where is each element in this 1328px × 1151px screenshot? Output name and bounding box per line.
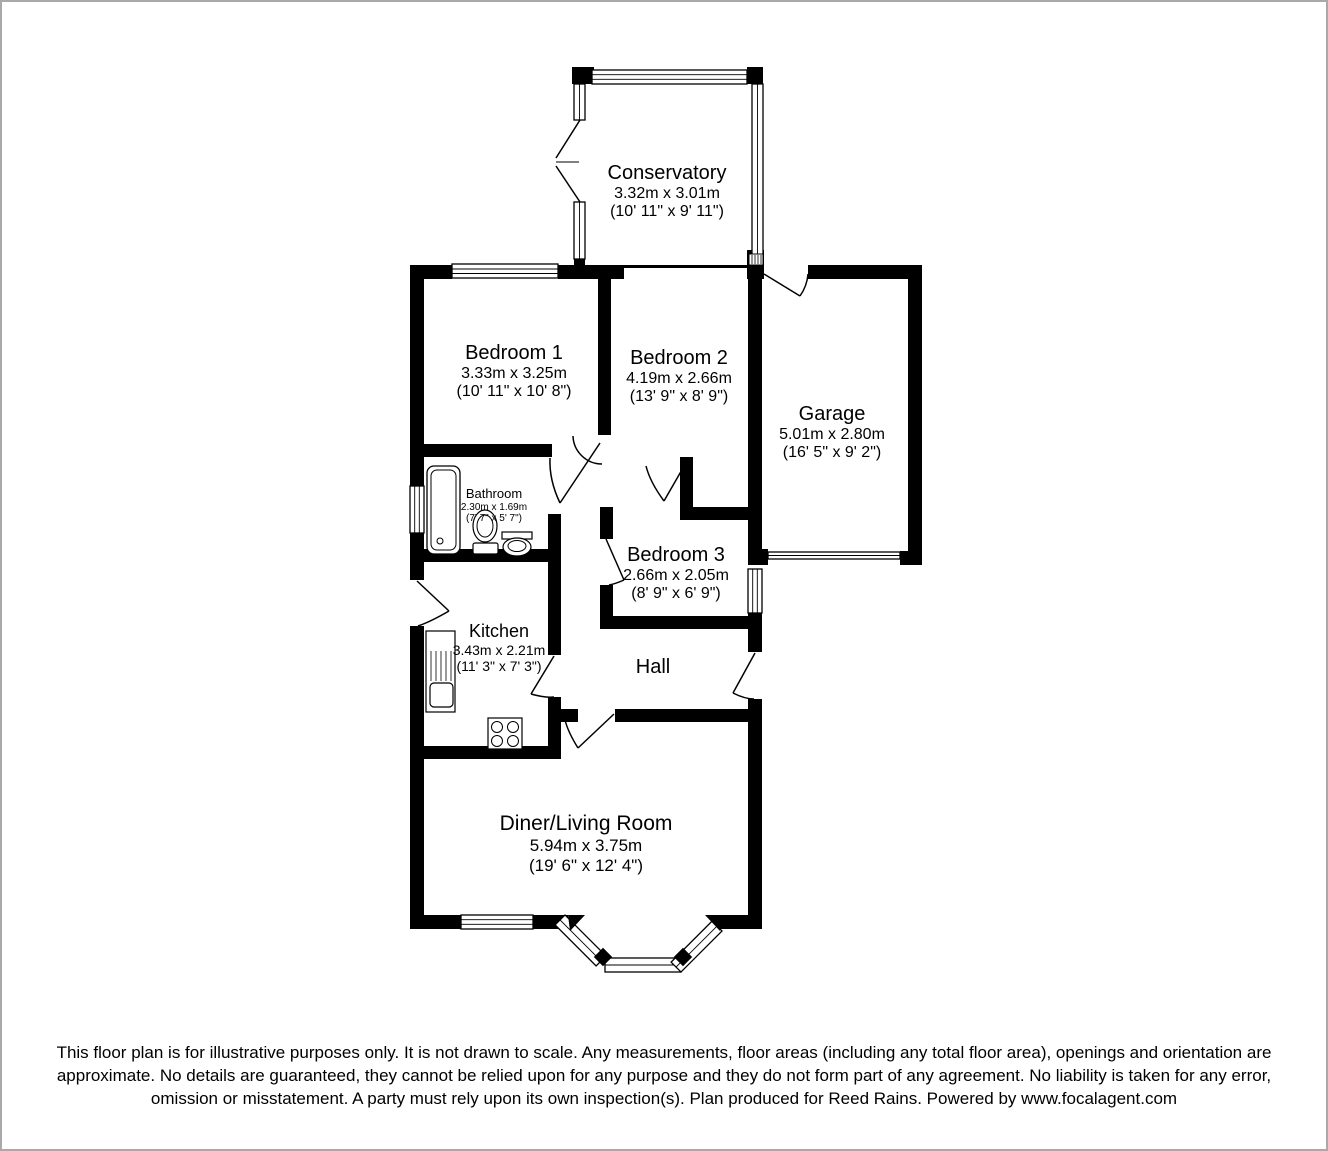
disclaimer-text: This floor plan is for illustrative purposes only. It is not drawn to scale. Any measurements, floor areas (including any total floor area), openings and orientation are approximate. No details are guaranteed, they cannot be relied upon for any purpose and they do not form part of any agreement. No liability is taken for any error, omission or misstatement. A party must rely upon its own inspection(s). Plan produced for Reed Rains. Powered by www.focalagent.com (56, 1043, 1272, 1108)
hob-icon (488, 718, 522, 749)
room-imperial: (10' 11" x 10' 8") (456, 383, 572, 401)
room-name: Kitchen (468, 621, 530, 641)
room-name: Garage (798, 403, 866, 425)
room-label-bedroom-2 (569, 347, 789, 407)
room-metric: 3.33m x 3.25m (461, 365, 567, 382)
room-label-garage (742, 403, 922, 463)
room-label-bedroom-3 (586, 544, 766, 604)
room-name: Diner/Living Room (499, 812, 673, 835)
room-label-diner-living-room (436, 812, 736, 875)
room-metric: 3.32m x 3.01m (614, 185, 720, 202)
room-imperial: (19' 6" x 12' 4") (528, 855, 643, 875)
room-imperial: (16' 5" x 9' 2") (782, 444, 882, 462)
room-label-hall (603, 656, 703, 679)
room-metric: 5.01m x 2.80m (779, 426, 885, 443)
room-imperial: (13' 9" x 8' 9") (629, 388, 729, 406)
room-imperial: (7' 7" x 5' 7") (466, 513, 522, 525)
room-metric: 4.19m x 2.66m (626, 370, 732, 387)
room-label-kitchen (409, 621, 589, 674)
meter-box-icon (749, 254, 763, 265)
room-name: Bathroom (465, 486, 523, 501)
garage-door (768, 552, 900, 559)
room-metric: 3.43m x 2.21m (452, 641, 546, 658)
room-imperial: (10' 11" x 9' 11") (610, 203, 724, 221)
sink-icon (502, 532, 532, 556)
room-name: Bedroom 2 (630, 347, 728, 369)
room-label-conservatory (547, 162, 787, 222)
room-name: Bedroom 3 (627, 544, 725, 566)
room-imperial: (8' 9" x 6' 9") (631, 585, 721, 603)
room-name: Hall (635, 656, 671, 678)
room-label-bathroom (424, 487, 564, 525)
room-name: Conservatory (607, 162, 727, 184)
room-imperial: (11' 3" x 7' 3") (456, 657, 542, 674)
room-metric: 2.30m x 1.69m (460, 501, 528, 513)
room-metric: 5.94m x 3.75m (529, 836, 643, 856)
room-metric: 2.66m x 2.05m (623, 567, 729, 584)
room-name: Bedroom 1 (465, 342, 563, 364)
bay-window (555, 915, 722, 972)
